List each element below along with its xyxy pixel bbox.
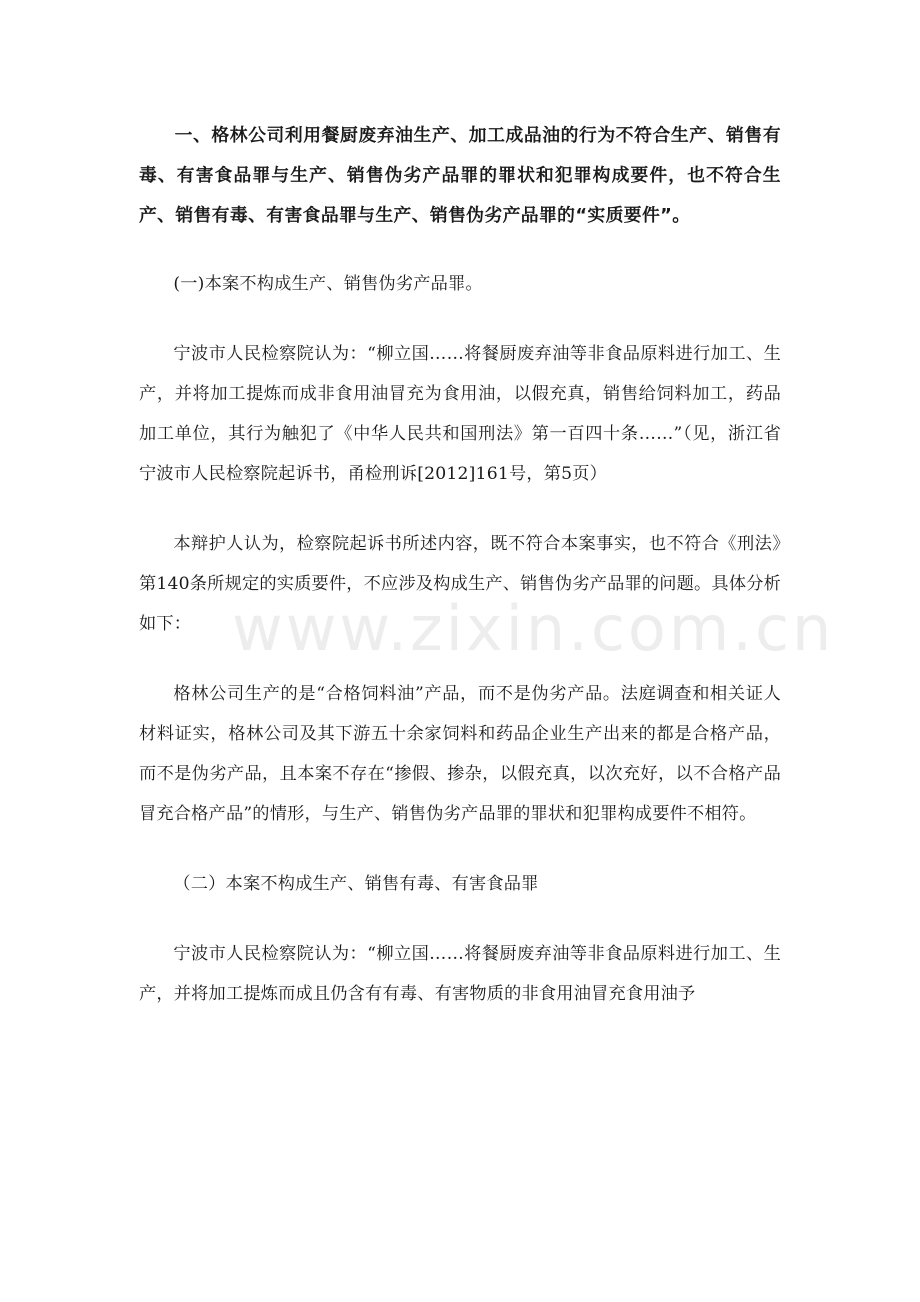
section-heading: 一、格林公司利用餐厨废弃油生产、加工成品油的行为不符合生产、销售有毒、有害食品罪与生产、销售伪劣产品罪的罪状和犯罪构成要件，也不符合生产、销售有毒、有害食品罪与生产、销售伪劣产品罪的“实质要件”。 (139, 125, 781, 226)
paragraph-prosecution-claim-2: 宁波市人民检察院认为：“柳立国……将餐厨废弃油等非食品原料进行加工、生产，并将加工提炼而成且仍含有有毒、有害物质的非食用油冒充食用油予 (139, 944, 781, 1004)
paragraph-analysis: 格林公司生产的是“合格饲料油”产品，而不是伪劣产品。法庭调查和相关证人材料证实，格林公司及其下游五十余家饲料和药品企业生产出来的都是合格产品，而不是伪劣产品，且本案不存在“掺假、掺杂，以假充真，以次充好，以不合格产品冒充合格产品”的情形，与生产、销售伪劣产品罪的罪状和犯罪构成要件不相符。 (139, 684, 781, 824)
subsection-heading-2: （二）本案不构成生产、销售有毒、有害食品罪 (173, 874, 539, 894)
paragraph-prosecution-claim-1: 宁波市人民检察院认为：“柳立国……将餐厨废弃油等非食品原料进行加工、生产，并将加工提炼而成非食用油冒充为食用油，以假充真，销售给饲料加工，药品加工单位，其行为触犯了《中华人民共和国刑法》第一百四十条……”（见，浙江省宁波市人民检察院起诉书，甬检刑诉[2012]161号，第5页） (139, 344, 781, 484)
document-body (139, 116, 781, 1014)
subsection-heading-1: (一)本案不构成生产、销售伪劣产品罪。 (173, 274, 483, 294)
paragraph-defense-opinion: 本辩护人认为，检察院起诉书所述内容，既不符合本案事实，也不符合《刑法》第140条所规定的实质要件，不应涉及构成生产、销售伪劣产品罪的问题。具体分析如下： (139, 534, 781, 634)
watermark: www.zixin.com.cn (232, 592, 835, 665)
